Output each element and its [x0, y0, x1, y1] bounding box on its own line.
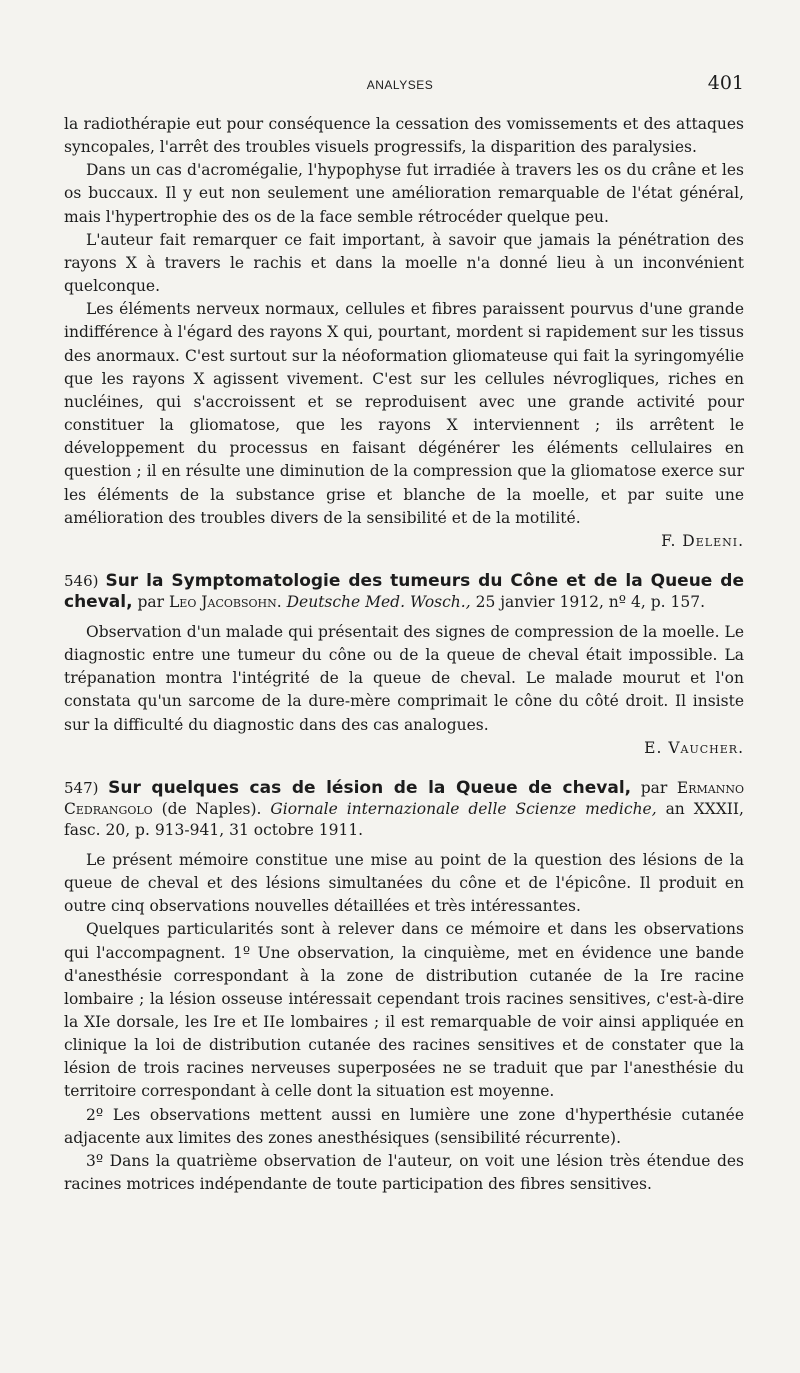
- abstract-546: [64, 571, 744, 760]
- abstract-by: par: [640, 778, 668, 797]
- abstract-547: [64, 778, 744, 1196]
- abstract-reference: 25 janvier 1912, nº 4, p. 157.: [475, 592, 705, 611]
- abstract-author-note: (de Naples).: [161, 799, 262, 818]
- abstract-body: Observation d'un malade qui présentait des signes de compression de la moelle. Le diagnostic entre une tumeur du cône ou de la queue de cheval était impossible. La trépanation montra l'intégrité de la queue de cheval. Le malade mourut et l'on constata qu'un sarcome de la dure-mère comprimait le cône du côté droit. Il insiste sur la difficulté du diagnostic dans des cas analogues.: [64, 622, 744, 734]
- abstract-heading: [64, 778, 744, 841]
- paragraph: Les éléments nerveux normaux, cellules et fibres paraissent pourvus d'une grande indifférence à l'égard des rayons X qui, pourtant, mordent si rapidement sur les tissus des anormaux. C'est surtout sur la néoformation gliomateuse qui fait la syringomyélie que les rayons X agissent vivement. C'est sur les cellules névrogliques, riches en nucléines, qui s'accroissent et se reproduisent avec une grande activité pour constituer la gliomatose, que les rayons X interviennent ; ils arrêtent le développement du processus en faisant dégénérer les éléments cellulaires en question ; il en résulte une diminution de la compression que la gliomatose exerce sur les éléments de la substance grise et blanche de la moelle, et par suite une amélioration des troubles divers de la sensibilité et de la motilité.: [64, 300, 744, 527]
- signature: F. Deleni.: [661, 531, 744, 550]
- paragraph: la radiothérapie eut pour conséquence la cessation des vomissements et des attaques syncopales, l'arrêt des troubles visuels progressifs, la disparition des paralysies.: [64, 115, 744, 157]
- abstract-title: Sur quelques cas de lésion de la Queue de cheval,: [108, 777, 632, 798]
- abstract-author: Ermanno Cedrangolo: [64, 778, 744, 818]
- abstract-reference: an XXXII, fasc. 20, p. 913-941, 31 octobre 1911.: [64, 799, 744, 839]
- running-title: ANALYSES: [366, 78, 434, 92]
- body-text: [64, 113, 744, 1196]
- signature: E. Vaucher.: [644, 738, 744, 757]
- paragraph: Le présent mémoire constitue une mise au point de la question des lésions de la queue de cheval et des lésions simultanées du cône et de l'épicône. Il produit en outre cinq observations nouvelles détaillées et très intéressantes.: [64, 850, 744, 916]
- abstract-number: 546): [64, 571, 99, 590]
- paragraph: 2º Les observations mettent aussi en lumière une zone d'hyperthésie cutanée adjacente aux limites des zones anesthésiques (sensibilité récurrente).: [64, 1105, 744, 1147]
- paragraph: Dans un cas d'acromégalie, l'hypophyse fut irradiée à travers les os du crâne et les os buccaux. Il y eut non seulement une amélioration remarquable de l'état général, mais l'hypertrophie des os de la face semble rétrocéder quelque peu.: [64, 161, 744, 226]
- page-number: 401: [707, 72, 744, 94]
- paragraph: 3º Dans la quatrième observation de l'auteur, on voit une lésion très étendue des racines motrices indépendante de toute participation des fibres sensitives.: [64, 1151, 744, 1194]
- paragraph: Quelques particularités sont à relever dans ce mémoire et dans les observations qui l'accompagnent. 1º Une observation, la cinquième, met en évidence une bande d'anesthésie correspondant à la zone de distribution cutanée de la Ire racine lombaire ; la lésion osseuse intéressait cependant trois racines sensitives, c'est-à-dire la XIe dorsale, les Ire et IIe lombaires ; il est remarquable de voir ainsi appliquée en clinique la loi de distribution cutanée des racines sensitives et de constater que la lésion de trois racines nerveuses superposées ne se traduit que par l'anesthésie du territoire correspondant à celle dont la situation est moyenne.: [64, 920, 744, 1101]
- abstract-journal: Deutsche Med. Wosch.,: [286, 592, 471, 611]
- abstract-journal: Giornale internazionale delle Scienze mediche,: [270, 799, 657, 818]
- abstract-title: Sur la Symptomatologie des tumeurs du Cône et de la Queue de cheval,: [64, 570, 744, 612]
- abstract-author: Leo Jacobsohn.: [169, 592, 282, 611]
- abstract-heading: [64, 571, 744, 613]
- abstract-number: 547): [64, 778, 99, 797]
- paragraph: L'auteur fait remarquer ce fait important, à savoir que jamais la pénétration des rayons X à travers le rachis et dans la moelle n'a donné lieu à un inconvénient quelconque.: [64, 230, 744, 296]
- abstract-by: par: [137, 592, 165, 611]
- running-header: [0, 72, 800, 98]
